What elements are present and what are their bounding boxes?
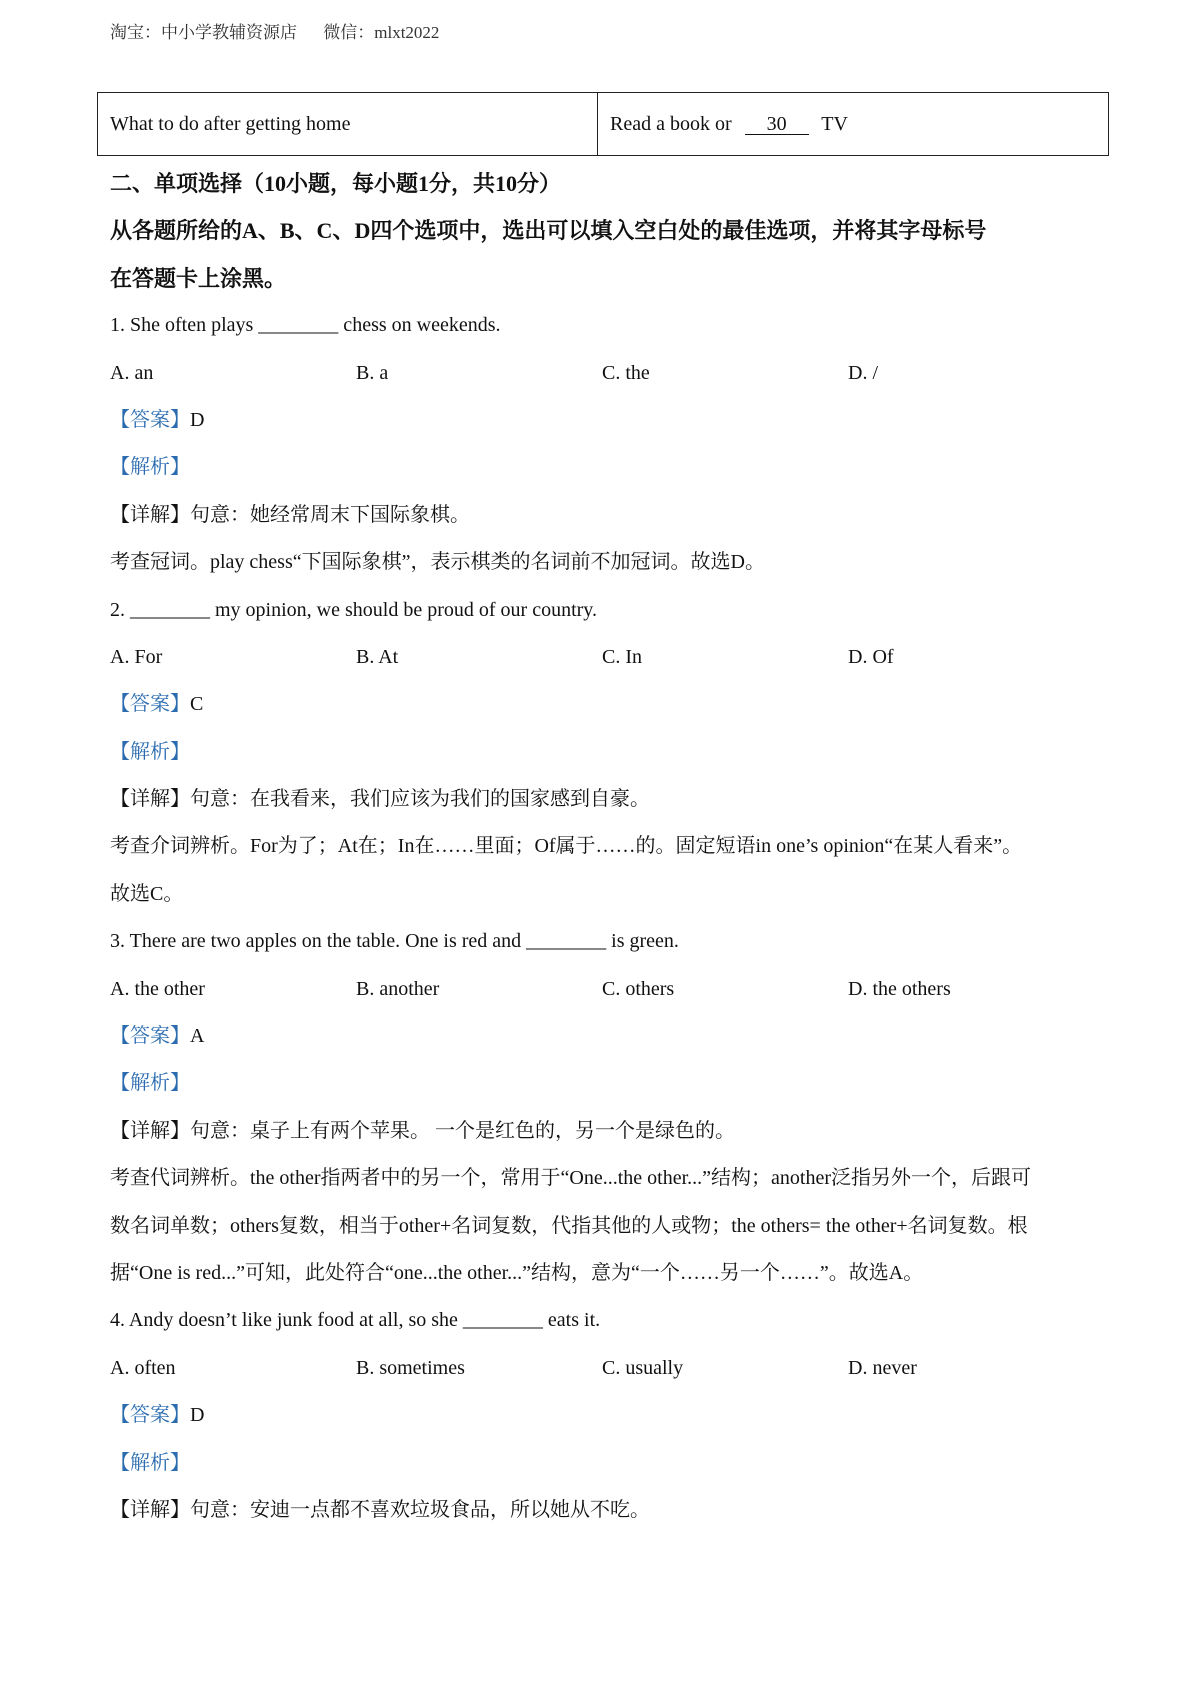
option-d: D. Of: [848, 645, 894, 668]
detail-line: [110, 1487, 1110, 1534]
instructions-line-1: 从各题所给的A、B、C、D四个选项中，选出可以填入空白处的最佳选项，并将其字母标号: [110, 218, 987, 244]
section-title: 二、单项选择（10小题，每小题1分，共10分）: [110, 171, 562, 196]
answer-label: 【答案】: [110, 1025, 190, 1048]
detail-line: [110, 1108, 1110, 1155]
option-b: B. sometimes: [356, 1356, 465, 1379]
analysis-line: [110, 1060, 1110, 1107]
question-stem: 4. Andy doesn’t like junk food at all, so she ________ eats it.: [110, 1309, 601, 1332]
options-row: [110, 634, 1110, 681]
detail-text: 句意：安迪一点都不喜欢垃圾食品，所以她从不吃。: [190, 1498, 650, 1521]
wechat-id: 微信：mlxt2022: [323, 23, 440, 42]
shop-name: 淘宝：中小学教辅资源店: [110, 23, 297, 42]
explanation-line: 故选C。: [110, 882, 184, 905]
option-c: C. the: [602, 361, 650, 384]
question-stem: 3. There are two apples on the table. One is red and ________ is green.: [110, 930, 679, 953]
detail-label: 【详解】: [110, 1119, 190, 1142]
option-d: D. the others: [848, 977, 951, 1000]
answer-line: [110, 1013, 1110, 1060]
explanation-line: 考查介词辨析。For为了；At在；In在……里面；Of属于……的。固定短语in one’s opinion“在某人看来”。: [110, 835, 1023, 858]
answer-label: 【答案】: [110, 693, 190, 716]
answer-value: A: [190, 1025, 205, 1048]
watermark-header: [110, 18, 439, 43]
answer-label: 【答案】: [110, 1404, 190, 1427]
option-c: C. usually: [602, 1356, 684, 1379]
detail-line: [110, 492, 1110, 539]
option-a: A. often: [110, 1356, 176, 1379]
detail-label: 【详解】: [110, 788, 190, 811]
table-row: [98, 93, 1109, 156]
detail-text: 句意：在我看来，我们应该为我们的国家感到自豪。: [190, 788, 650, 811]
answer-line: [110, 397, 1110, 444]
analysis-line: [110, 444, 1110, 491]
option-a: A. the other: [110, 977, 205, 1000]
option-a: A. an: [110, 361, 154, 384]
option-d: D. never: [848, 1356, 917, 1379]
option-c: C. In: [602, 645, 642, 668]
answer-value: C: [190, 693, 204, 716]
option-c: C. others: [602, 977, 675, 1000]
explanation-line: 考查冠词。play chess“下国际象棋”，表示棋类的名词前不加冠词。故选D。: [110, 551, 765, 574]
detail-label: 【详解】: [110, 503, 190, 526]
document-body: [110, 160, 1110, 1534]
detail-line: [110, 776, 1110, 823]
options-row: [110, 1345, 1110, 1392]
analysis-label: 【解析】: [110, 1072, 190, 1095]
question-stem: 2. ________ my opinion, we should be proud of our country.: [110, 598, 597, 621]
answer-value: D: [190, 1404, 205, 1427]
table-cell-answer: 30: [745, 114, 809, 135]
answer-label: 【答案】: [110, 408, 190, 431]
instructions-line-2: 在答题卡上涂黑。: [110, 265, 287, 291]
option-b: B. a: [356, 361, 389, 384]
table-cell-right: [598, 93, 1109, 156]
explanation-line: 考查代词辨析。the other指两者中的另一个，常用于“One...the other...”结构；another泛指另外一个，后跟可: [110, 1167, 1031, 1190]
detail-text: 句意：她经常周末下国际象棋。: [190, 503, 470, 526]
analysis-label: 【解析】: [110, 740, 190, 763]
answer-line: [110, 1392, 1110, 1439]
analysis-label: 【解析】: [110, 456, 190, 479]
option-b: B. At: [356, 645, 399, 668]
option-b: B. another: [356, 977, 440, 1000]
detail-text: 句意：桌子上有两个苹果。 一个是红色的，另一个是绿色的。: [190, 1119, 735, 1142]
info-table: [97, 92, 1109, 156]
options-row: [110, 966, 1110, 1013]
options-row: [110, 350, 1110, 397]
answer-line: [110, 681, 1110, 728]
explanation-line: 据“One is red...”可知，此处符合“one...the other...”结构，意为“一个……另一个……”。故选A。: [110, 1261, 924, 1284]
table-cell-suffix: TV: [821, 112, 848, 135]
explanation-line: 数名词单数；others复数，相当于other+名词复数，代指其他的人或物；the others= the other+名词复数。根: [110, 1214, 1028, 1237]
analysis-line: [110, 1440, 1110, 1487]
answer-value: D: [190, 408, 205, 431]
option-a: A. For: [110, 645, 163, 668]
detail-label: 【详解】: [110, 1498, 190, 1521]
table-cell-prefix: Read a book or: [610, 112, 732, 135]
analysis-label: 【解析】: [110, 1451, 190, 1474]
analysis-line: [110, 729, 1110, 776]
table-cell-left: What to do after getting home: [98, 93, 598, 156]
option-d: D. /: [848, 361, 878, 384]
question-stem: 1. She often plays ________ chess on weekends.: [110, 314, 501, 337]
